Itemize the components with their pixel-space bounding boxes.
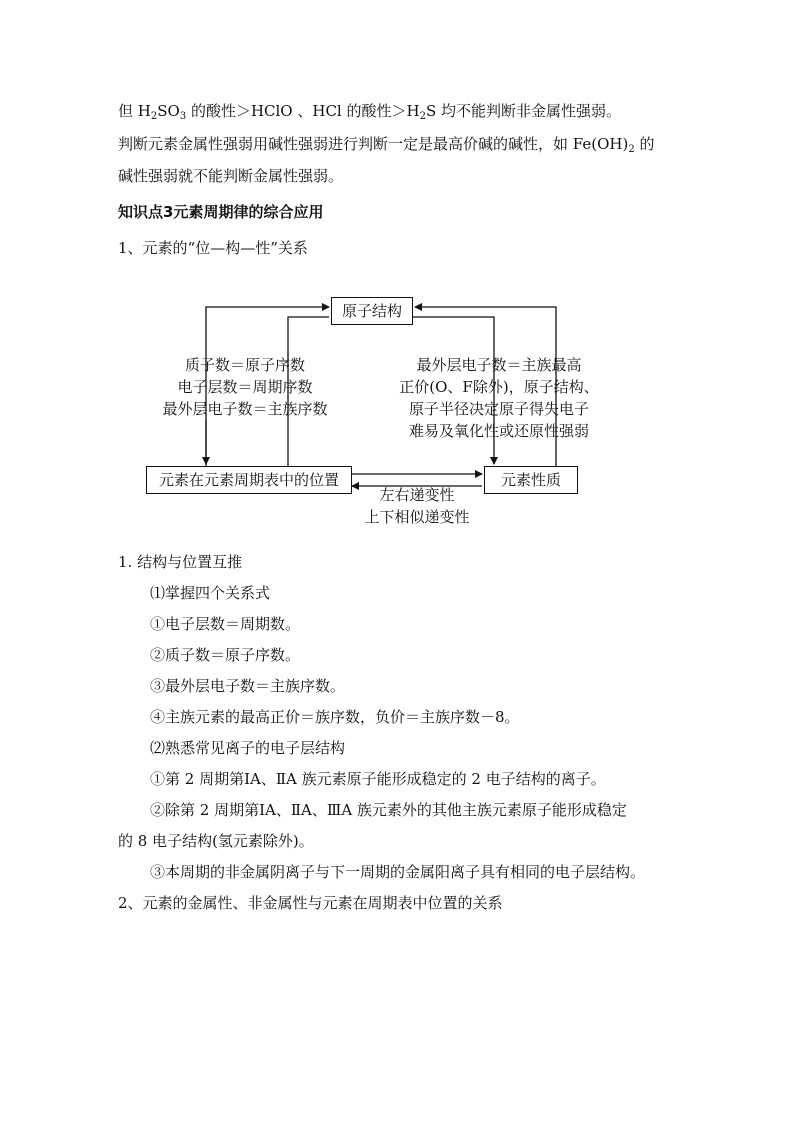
- box-position: 元素在元素周期表中的位置: [146, 466, 352, 494]
- intro-text: 但 H: [118, 102, 151, 120]
- subscript: 3: [179, 111, 187, 122]
- paragraph: ⑵熟悉常见离子的电子层结构: [150, 739, 346, 757]
- relation-line: 上下相似递变性: [364, 508, 470, 526]
- section-title: 知识点3元素周期律的综合应用: [118, 203, 324, 221]
- intro-text: 的酸性＞HClO 、HCl 的酸性＞H: [186, 102, 420, 120]
- paragraph: ①第 2 周期第ⅠA、ⅡA 族元素原子能形成稳定的 2 电子结构的离子。: [150, 770, 606, 788]
- relation-line: 左右递变性: [379, 486, 455, 504]
- paragraph: ③本周期的非金属阴离子与下一周期的金属阳离子具有相同的电子层结构。: [150, 863, 646, 881]
- left-relations: [150, 354, 340, 420]
- intro-line-3: 碱性强弱就不能判断金属性强弱。: [118, 167, 344, 185]
- paragraph: ②除第 2 周期第ⅠA、ⅡA、ⅢA 族元素外的其他主族元素原子能形成稳定: [150, 801, 627, 819]
- relation-line: 质子数＝原子序数: [184, 356, 305, 374]
- intro-text: S 均不能判断非金属性强弱。: [425, 102, 622, 120]
- subscript: 2: [150, 111, 158, 122]
- relation-line: 难易及氧化性或还原性强弱: [408, 422, 589, 440]
- paragraph: ⑴掌握四个关系式: [150, 584, 271, 602]
- paragraph: ④主族元素的最高正价＝族序数，负价＝主族序数－8。: [150, 708, 520, 726]
- subscript: 2: [419, 111, 426, 122]
- paragraph: 的 8 电子结构(氢元素除外)。: [118, 832, 314, 850]
- intro-text: SO: [157, 102, 180, 120]
- subsection-title: 1、元素的“位—构—性”关系: [118, 239, 308, 257]
- paragraph: ③最外层电子数＝主族序数。: [150, 677, 346, 695]
- paragraph: ②质子数＝原子序数。: [150, 646, 301, 664]
- intro-text: 的: [634, 135, 655, 153]
- relation-line: 最外层电子数＝主族最高: [416, 356, 582, 374]
- paragraph: ①电子层数＝周期数。: [150, 615, 301, 633]
- subscript: 2: [628, 144, 635, 155]
- box-atomic-structure: 原子结构: [331, 297, 413, 325]
- relation-line: 原子半径决定原子得失电子: [408, 400, 589, 418]
- right-relations: [396, 354, 602, 442]
- heading-metal-nonmetal: 2、元素的金属性、非金属性与元素在周期表中位置的关系: [118, 894, 503, 912]
- heading-structure-position: 1. 结构与位置互推: [118, 553, 243, 571]
- bottom-relations: [352, 484, 482, 528]
- relation-line: 正价(O、F除外)，原子结构、: [399, 378, 599, 396]
- box-properties: 元素性质: [484, 466, 578, 494]
- relation-line: 最外层电子数＝主族序数: [162, 400, 328, 418]
- intro-text: 判断元素金属性强弱用碱性强弱进行判断一定是最高价碱的碱性，如 Fe(OH): [118, 135, 629, 153]
- relation-line: 电子层数＝周期序数: [177, 378, 313, 396]
